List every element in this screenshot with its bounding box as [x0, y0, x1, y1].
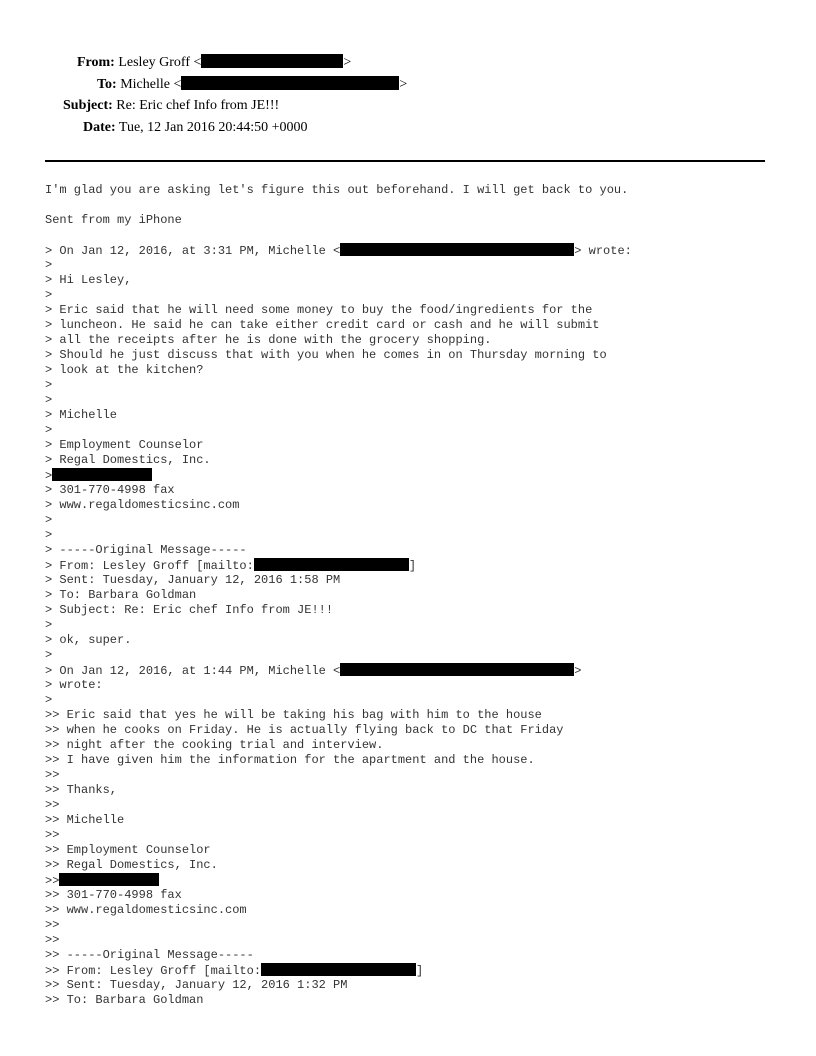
body-line [45, 558, 785, 573]
body-line: >> [45, 768, 60, 782]
body-line: > Should he just discuss that with you when he comes in on Thursday morning to [45, 348, 607, 362]
quote-marker: > [45, 469, 53, 483]
redaction-bar [201, 54, 343, 68]
body-line: > To: Barbara Goldman [45, 588, 197, 602]
quote-attribution-end: > wrote: [574, 244, 632, 258]
body-line: > Eric said that he will need some money to buy the food/ingredients for the [45, 303, 593, 317]
body-line: >> [45, 933, 60, 947]
body-line: >> [45, 918, 60, 932]
subject-label: Subject: [63, 98, 113, 113]
body-line: I'm glad you are asking let's figure this out beforehand. I will get back to you. [45, 183, 629, 197]
body-line: > [45, 513, 53, 527]
body-line: > all the receipts after he is done with the grocery shopping. [45, 333, 492, 347]
body-line: > www.regaldomesticsinc.com [45, 498, 240, 512]
body-line: >> I have given him the information for the apartment and the house. [45, 753, 535, 767]
header-divider [45, 160, 765, 162]
body-line: > Hi Lesley, [45, 273, 132, 287]
body-line: >> 301-770-4998 fax [45, 888, 182, 902]
date-value: Tue, 12 Jan 2016 20:44:50 +0000 [118, 120, 308, 135]
subject-row [63, 98, 279, 114]
body-line: >> Sent: Tuesday, January 12, 2016 1:32 PM [45, 978, 348, 992]
quote-marker: >> [45, 874, 60, 888]
from-end: > [343, 55, 352, 70]
body-line: > [45, 693, 53, 707]
redaction-bar [59, 873, 159, 886]
body-line: > [45, 618, 53, 632]
from-name: Lesley Groff < [118, 55, 202, 70]
body-line: > [45, 528, 53, 542]
body-line: >> To: Barbara Goldman [45, 993, 204, 1007]
body-line [45, 873, 785, 888]
body-line: >> -----Original Message----- [45, 948, 254, 962]
quote-attribution: > On Jan 12, 2016, at 1:44 PM, Michelle < [45, 664, 341, 678]
body-line: >> www.regaldomesticsinc.com [45, 903, 247, 917]
body-line: >> night after the cooking trial and interview. [45, 738, 384, 752]
body-line: > ok, super. [45, 633, 132, 647]
to-row [97, 76, 407, 93]
body-line: >> Michelle [45, 813, 125, 827]
body-line [45, 228, 785, 243]
quote-attribution-end: > [574, 664, 582, 678]
redaction-bar [52, 468, 152, 481]
body-line: > Regal Domestics, Inc. [45, 453, 211, 467]
original-from-end: ] [408, 559, 417, 573]
body-line [45, 963, 785, 978]
from-row [77, 54, 351, 71]
body-line: > [45, 258, 53, 272]
body-line: > Michelle [45, 408, 118, 422]
redaction-bar [181, 76, 399, 90]
body-line: > [45, 378, 53, 392]
body-line: > luncheon. He said he can take either credit card or cash and he will submit [45, 318, 600, 332]
body-line: > [45, 288, 53, 302]
body-line: Sent from my iPhone [45, 213, 182, 227]
body-line [45, 198, 785, 213]
redaction-bar [254, 558, 409, 571]
date-row [83, 120, 308, 136]
original-from-end: ] [416, 964, 424, 978]
body-line: >> Regal Domestics, Inc. [45, 858, 218, 872]
body-line: > Sent: Tuesday, January 12, 2016 1:58 PM [45, 573, 341, 587]
body-line: >> Eric said that yes he will be taking his bag with him to the house [45, 708, 542, 722]
body-line: >> Employment Counselor [45, 843, 211, 857]
quote-attribution: > On Jan 12, 2016, at 3:31 PM, Michelle < [45, 244, 341, 258]
body-line: > 301-770-4998 fax [45, 483, 175, 497]
body-line: > Employment Counselor [45, 438, 204, 452]
body-line: > Subject: Re: Eric chef Info from JE!!! [45, 603, 334, 617]
subject-value: Re: Eric chef Info from JE!!! [116, 98, 280, 113]
body-line: >> [45, 798, 60, 812]
body-line: >> when he cooks on Friday. He is actually flying back to DC that Friday [45, 723, 564, 737]
to-end: > [399, 77, 408, 92]
redaction-bar [340, 663, 574, 676]
body-line: > [45, 393, 53, 407]
body-line: > [45, 648, 53, 662]
date-label: Date: [83, 120, 116, 135]
body-line: >> [45, 828, 60, 842]
email-body [45, 183, 785, 1008]
body-line: > look at the kitchen? [45, 363, 204, 377]
body-line: >> Thanks, [45, 783, 118, 797]
original-from: > From: Lesley Groff [mailto: [45, 559, 254, 573]
body-line: > [45, 423, 53, 437]
original-from: >> From: Lesley Groff [mailto: [45, 964, 262, 978]
to-label: To: [97, 77, 117, 92]
to-name: Michelle < [120, 77, 182, 92]
body-line [45, 663, 785, 678]
redaction-bar [261, 963, 416, 976]
from-label: From: [77, 55, 115, 70]
body-line [45, 468, 785, 483]
body-line: > -----Original Message----- [45, 543, 247, 557]
body-line [45, 243, 785, 258]
body-line: > wrote: [45, 678, 103, 692]
redaction-bar [340, 243, 574, 256]
